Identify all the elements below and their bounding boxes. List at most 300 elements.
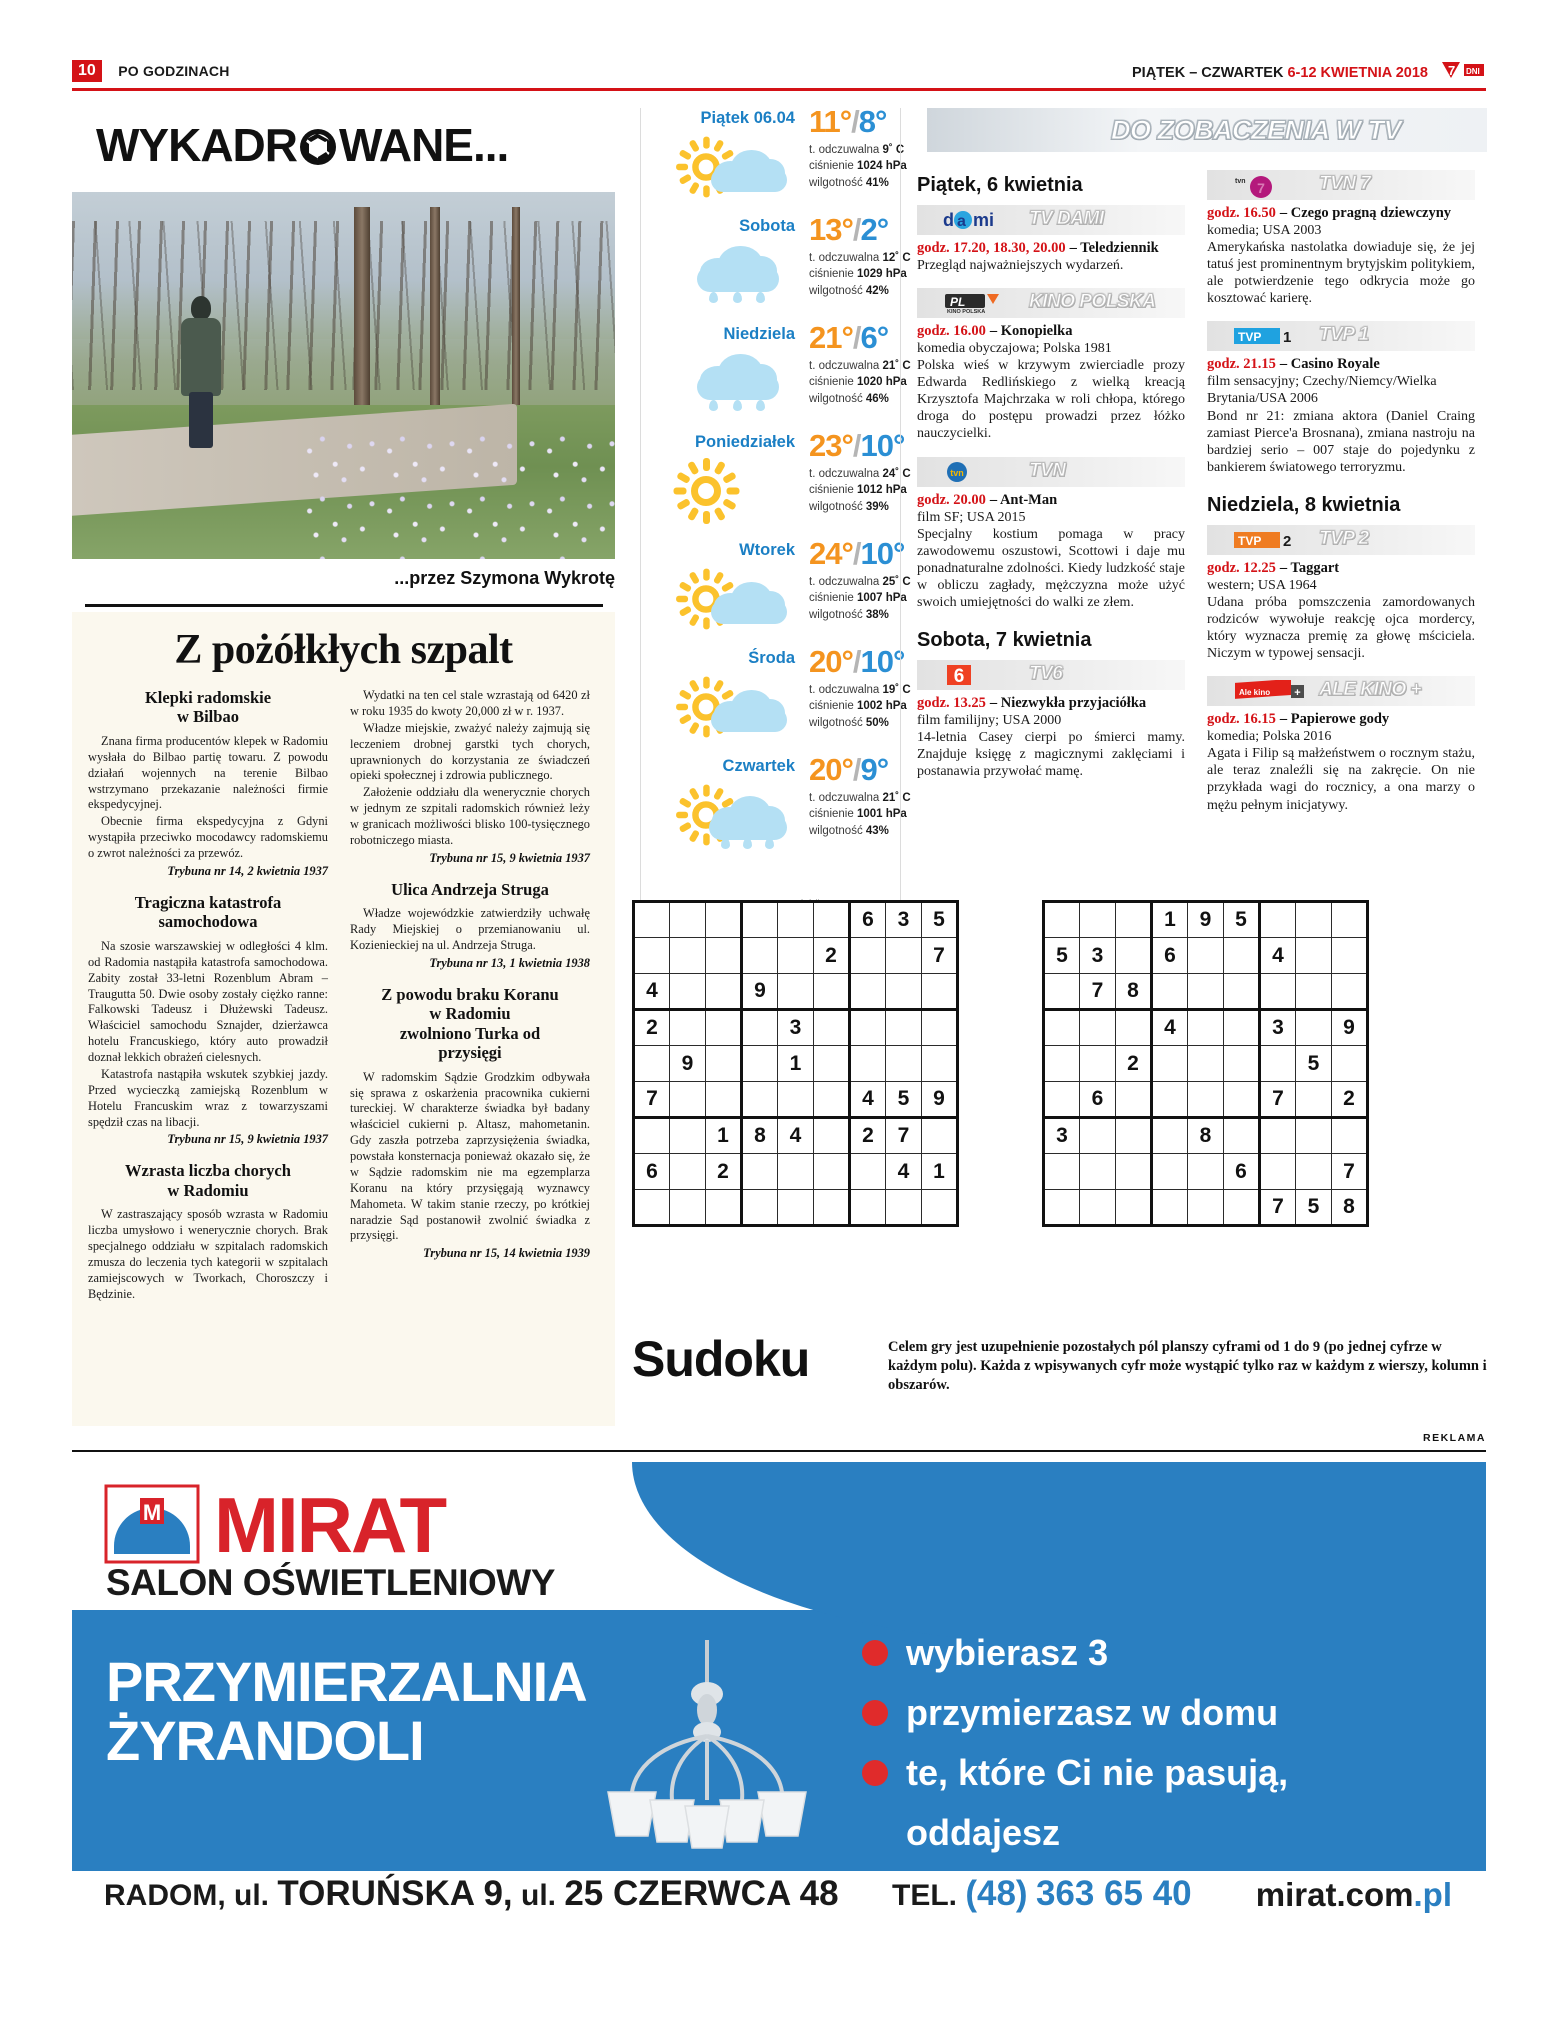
weather-details xyxy=(809,574,911,623)
sudoku-cell[interactable]: 7 xyxy=(922,938,958,974)
sudoku-cell[interactable]: 7 xyxy=(1260,1082,1296,1118)
sudoku-cell[interactable]: 8 xyxy=(1188,1118,1224,1154)
tv-channel-name: TVN xyxy=(1029,459,1066,481)
tv-program-time: godz. 16.15 xyxy=(1207,711,1276,728)
sudoku-cell[interactable] xyxy=(1116,1082,1152,1118)
weather-details xyxy=(809,790,911,839)
sudoku-cell[interactable]: 8 xyxy=(1116,974,1152,1010)
article-heading: Wzrasta liczba chorych w Radomiu xyxy=(125,1161,291,1200)
reklama-rule xyxy=(72,1450,1486,1452)
sudoku-cell[interactable]: 4 xyxy=(634,974,670,1010)
sudoku-cell[interactable] xyxy=(886,974,922,1010)
sudoku-cell[interactable]: 3 xyxy=(1080,938,1116,974)
issue-date xyxy=(1132,61,1486,85)
sudoku-cell[interactable] xyxy=(1080,1118,1116,1154)
sudoku-cell[interactable] xyxy=(1080,1190,1116,1226)
cloud-rain-icon xyxy=(669,238,799,318)
sudoku-cell[interactable] xyxy=(1080,1010,1116,1046)
sudoku-cell[interactable] xyxy=(850,974,886,1010)
sudoku-cell[interactable] xyxy=(922,1010,958,1046)
tv-channel-name: TVP 1 xyxy=(1319,324,1369,346)
weather-temps: 11°/8° xyxy=(809,104,887,139)
ad-address-2: 25 CZERWCA 48 xyxy=(564,1874,839,1913)
weather-low: 10° xyxy=(860,428,905,463)
weather-low: 10° xyxy=(860,536,905,571)
sudoku-cell[interactable] xyxy=(1044,1082,1080,1118)
sudoku-cell[interactable] xyxy=(1296,902,1332,938)
sudoku-cell[interactable] xyxy=(742,1190,778,1226)
tv-day-title: Piątek, 6 kwietnia xyxy=(917,174,1083,196)
sudoku-cell[interactable] xyxy=(742,1046,778,1082)
tv6-logo-icon xyxy=(943,664,979,686)
sudoku-row xyxy=(1044,1010,1368,1046)
tv-program-desc: 14-letnia Casey cierpi po śmierci mamy. Znajduje księgę z magicznymi zaklęciami i postanawia przywołać mamę. xyxy=(917,730,1185,780)
reklama-label: REKLAMA xyxy=(1423,1432,1486,1444)
svg-text:a: a xyxy=(957,213,966,230)
sudoku-cell[interactable]: 5 xyxy=(1296,1046,1332,1082)
sudoku-cell[interactable] xyxy=(922,1118,958,1154)
sudoku-cell[interactable]: 9 xyxy=(922,1082,958,1118)
sudoku-cell[interactable]: 2 xyxy=(706,1154,742,1190)
article-heading: Tragiczna katastrofa samochodowa xyxy=(134,892,282,932)
weather-day xyxy=(651,428,911,540)
weather-pressure: ciśnienie 1024 hPa xyxy=(809,160,907,173)
sudoku-cell[interactable] xyxy=(1296,1010,1332,1046)
sudoku-cell[interactable] xyxy=(850,1010,886,1046)
svg-text:TVP: TVP xyxy=(1238,533,1262,548)
weather-humidity: wilgotność 38% xyxy=(809,608,889,621)
sudoku-cell[interactable]: 3 xyxy=(778,1010,814,1046)
tv-channel-name: TV DAMI xyxy=(1029,208,1104,229)
sudoku-cell[interactable]: 7 xyxy=(1332,1154,1368,1190)
feature-photo xyxy=(72,192,615,559)
sudoku-cell[interactable] xyxy=(634,1190,670,1226)
weather-pressure: ciśnienie 1001 hPa xyxy=(809,808,907,821)
advertisement[interactable] xyxy=(72,1462,1486,1932)
photo-tree-trunk xyxy=(354,207,370,435)
sudoku-cell[interactable] xyxy=(1188,1010,1224,1046)
tvp2-logo-icon xyxy=(1233,529,1299,551)
sun-cloud-icon xyxy=(669,130,799,210)
sudoku-cell[interactable] xyxy=(1152,1046,1188,1082)
weather-day-name: Niedziela xyxy=(723,325,795,343)
bullet-dot-icon xyxy=(862,1640,888,1666)
sudoku-cell[interactable]: 5 xyxy=(1296,1190,1332,1226)
sudoku-cell[interactable] xyxy=(886,938,922,974)
tv-program-desc: Amerykańska nastolatka dowiaduje się, że jej tatuś jest prominentnym brytyjskim politykiem, ale potwierdzenie tego odkrycia może go kosztować karierę. xyxy=(1207,240,1475,307)
sudoku-cell[interactable] xyxy=(1152,1082,1188,1118)
sudoku-cell[interactable] xyxy=(1188,1046,1224,1082)
sudoku-cell[interactable] xyxy=(1116,938,1152,974)
archive-column-1 xyxy=(88,684,328,1304)
sudoku-cell[interactable] xyxy=(1296,1082,1332,1118)
sudoku-cell[interactable] xyxy=(778,1190,814,1226)
sudoku-cell[interactable] xyxy=(1260,1118,1296,1154)
weather-temps: 20°/9° xyxy=(809,752,889,787)
sudoku-cell[interactable]: 1 xyxy=(778,1046,814,1082)
sudoku-cell[interactable] xyxy=(670,1118,706,1154)
tv-program xyxy=(917,491,1185,611)
sudoku-cell[interactable] xyxy=(850,1190,886,1226)
sudoku-cell[interactable]: 2 xyxy=(1116,1046,1152,1082)
tv-program-head xyxy=(917,491,1185,509)
sudoku-cell[interactable] xyxy=(1296,1118,1332,1154)
sudoku-row xyxy=(634,974,958,1010)
sudoku-cell[interactable] xyxy=(1044,1154,1080,1190)
sudoku-cell[interactable] xyxy=(922,974,958,1010)
sudoku-cell[interactable] xyxy=(1224,974,1260,1010)
sudoku-cell[interactable]: 9 xyxy=(670,1046,706,1082)
section-name: PO GODZINACH xyxy=(118,63,230,79)
weather-humidity: wilgotność 39% xyxy=(809,500,889,513)
sudoku-cell[interactable] xyxy=(1224,1190,1260,1226)
sudoku-cell[interactable]: 7 xyxy=(1080,974,1116,1010)
sudoku-cell[interactable]: 2 xyxy=(814,938,850,974)
weather-pressure: ciśnienie 1020 hPa xyxy=(809,376,907,389)
sudoku-cell[interactable] xyxy=(1224,1118,1260,1154)
sudoku-cell[interactable] xyxy=(814,1154,850,1190)
sudoku-cell[interactable]: 9 xyxy=(742,974,778,1010)
sudoku-title: Sudoku xyxy=(632,1331,810,1387)
sudoku-cell[interactable] xyxy=(778,902,814,938)
sudoku-cell[interactable] xyxy=(1116,902,1152,938)
sudoku-cell[interactable] xyxy=(706,902,742,938)
tv-program xyxy=(917,239,1185,274)
sudoku-cell[interactable] xyxy=(1188,1154,1224,1190)
sudoku-cell[interactable] xyxy=(1332,902,1368,938)
sudoku-cell[interactable] xyxy=(1260,974,1296,1010)
svg-text:Ale kino: Ale kino xyxy=(1239,688,1271,698)
svg-text:d: d xyxy=(943,210,954,230)
article-paragraph: Katastrofa nastąpiła wskutek szybkiej jazdy. Przed wycieczką zamiejską Rozenblum w Hotelu Francuskim wraz z towarzyszami spędził czas na libacji. xyxy=(88,1066,328,1129)
tv-program-head xyxy=(1207,204,1475,222)
sun-icon xyxy=(669,454,799,534)
svg-text:2: 2 xyxy=(1283,532,1292,550)
sudoku-cell[interactable]: 5 xyxy=(1044,938,1080,974)
sudoku-cell[interactable] xyxy=(814,1046,850,1082)
sudoku-cell[interactable] xyxy=(742,1082,778,1118)
sudoku-cell[interactable]: 5 xyxy=(922,902,958,938)
sudoku-cell[interactable] xyxy=(1260,902,1296,938)
header-rule xyxy=(72,88,1486,91)
sudoku-cell[interactable] xyxy=(670,938,706,974)
sudoku-cell[interactable] xyxy=(1296,1154,1332,1190)
sudoku-cell[interactable] xyxy=(1116,1190,1152,1226)
sudoku-cell[interactable] xyxy=(814,1082,850,1118)
sun-cloud-icon xyxy=(669,562,799,642)
sudoku-cell[interactable]: 9 xyxy=(1332,1010,1368,1046)
sudoku-cell[interactable] xyxy=(1116,1118,1152,1154)
sudoku-cell[interactable] xyxy=(1332,1046,1368,1082)
weather-temps: 23°/10° xyxy=(809,428,905,463)
sudoku-cell[interactable] xyxy=(1188,1190,1224,1226)
sudoku-cell[interactable] xyxy=(1296,938,1332,974)
sudoku-grid-right[interactable] xyxy=(1042,900,1369,1227)
article-source: Trybuna nr 15, 9 kwietnia 1937 xyxy=(167,1132,328,1147)
sudoku-cell[interactable] xyxy=(778,1082,814,1118)
sudoku-cell[interactable] xyxy=(1332,1118,1368,1154)
tv-program-desc: Specjalny kostium pomaga w pracy zawodowemu oszustowi, Scottowi i daje mu ponadnaturalne zdolności. Kiedy ludzkość staje w obliczu zagłady, mężczyzna może użyć swoich umiejętności do walki ze złem. xyxy=(917,526,1185,610)
weather-day-name: Wtorek xyxy=(739,541,795,559)
sudoku-cell[interactable]: 3 xyxy=(886,902,922,938)
sudoku-cell[interactable] xyxy=(670,902,706,938)
sudoku-cell[interactable] xyxy=(706,1082,742,1118)
aperture-icon xyxy=(298,124,338,164)
article-paragraph: Założenie oddziału dla wenerycznie chorych w jednym ze szpitali radomskich również leży w granicach możliwości blisko 100-tysięcznego robotniczego miasta. xyxy=(350,785,590,847)
svg-text:tvn: tvn xyxy=(950,467,964,478)
sudoku-cell[interactable] xyxy=(1152,1154,1188,1190)
sudoku-cell[interactable] xyxy=(1044,902,1080,938)
sudoku-cell[interactable] xyxy=(850,1154,886,1190)
tv-program-title: – Papierowe gody xyxy=(1279,711,1390,728)
sudoku-cell[interactable]: 7 xyxy=(634,1082,670,1118)
byline-rule xyxy=(85,604,603,607)
sudoku-grid-left[interactable] xyxy=(632,900,959,1227)
ad-bullet-row xyxy=(862,1632,1288,1674)
sudoku-cell[interactable] xyxy=(1224,938,1260,974)
sudoku-row xyxy=(1044,1082,1368,1118)
sudoku-cell[interactable] xyxy=(1152,974,1188,1010)
sudoku-cell[interactable]: 2 xyxy=(850,1118,886,1154)
tv-channel-bar xyxy=(1207,170,1475,200)
tv-channel-bar xyxy=(917,660,1185,690)
sudoku-cell[interactable] xyxy=(1224,1010,1260,1046)
tv-program-title: – Ant-Man xyxy=(989,491,1058,508)
sudoku-cell[interactable] xyxy=(706,1190,742,1226)
article-paragraph: Obecnie firma ekspedycyjna z Gdyni wystąpiła przeciwko mocodawcy radomskiemu o zwrot należności za przewóz. xyxy=(88,814,328,861)
tv-channel-name: KINO POLSKA xyxy=(1029,291,1156,313)
sudoku-cell[interactable] xyxy=(742,1154,778,1190)
sudoku-cell[interactable] xyxy=(706,938,742,974)
sudoku-cell[interactable]: 1 xyxy=(706,1118,742,1154)
sudoku-cell[interactable]: 6 xyxy=(1080,1082,1116,1118)
archive-section xyxy=(72,612,615,1426)
tv-channel-name: TV6 xyxy=(1029,663,1063,685)
sudoku-cell[interactable] xyxy=(778,1154,814,1190)
sudoku-cell[interactable]: 3 xyxy=(1044,1118,1080,1154)
sudoku-row xyxy=(1044,1046,1368,1082)
weather-details xyxy=(809,142,907,191)
sudoku-cell[interactable]: 4 xyxy=(850,1082,886,1118)
ad-address-2-prefix: ul. xyxy=(521,1879,556,1912)
sudoku-cell[interactable]: 2 xyxy=(634,1010,670,1046)
tv-program-desc: Bond nr 21: zmiana aktora (Daniel Craing zamiast Pierce'a Brosnana), zmiana nastroju na bardziej serio – 007 staje do pojedynku z bankierem światowego terroryzmu. xyxy=(1207,408,1475,475)
masthead xyxy=(72,60,1486,88)
sudoku-cell[interactable] xyxy=(778,938,814,974)
svg-text:PL: PL xyxy=(950,295,966,310)
article-paragraph: Władze miejskie, zważyć należy zajmują się leczeniem drobnej garstki tych chorych, uprawnionych do korzystania ze świadczeń opieki społecznej i zdrowia publicznego. xyxy=(350,720,590,783)
svg-text:7: 7 xyxy=(1448,63,1456,78)
tv-day-title: Sobota, 7 kwietnia xyxy=(917,629,1092,652)
tvn7-logo-icon xyxy=(1233,174,1291,196)
sudoku-cell[interactable] xyxy=(1116,1010,1152,1046)
sudoku-cell[interactable] xyxy=(1332,938,1368,974)
tv-program-time: godz. 16.00 xyxy=(917,323,986,340)
weather-day-name: Piątek 06.04 xyxy=(700,109,795,127)
ad-headline-line2: ŻYRANDOLI xyxy=(106,1709,424,1773)
sudoku-cell[interactable] xyxy=(1044,974,1080,1010)
sudoku-area xyxy=(632,900,959,1227)
sudoku-cell[interactable] xyxy=(814,1118,850,1154)
sudoku-cell[interactable]: 4 xyxy=(1152,1010,1188,1046)
ad-tel-area: (48) xyxy=(965,1874,1028,1913)
weather-day xyxy=(651,320,911,432)
ad-headline xyxy=(106,1652,587,1771)
sudoku-cell[interactable] xyxy=(1080,902,1116,938)
sudoku-cell[interactable] xyxy=(742,938,778,974)
svg-text:KINO POLSKA: KINO POLSKA xyxy=(947,309,986,315)
sudoku-cell[interactable] xyxy=(742,1010,778,1046)
tv-banner-text: DO ZOBACZENIA W TV xyxy=(1111,115,1401,145)
sudoku-cell[interactable] xyxy=(1296,974,1332,1010)
sudoku-cell[interactable] xyxy=(634,1118,670,1154)
sudoku-cell[interactable]: 6 xyxy=(634,1154,670,1190)
sudoku-cell[interactable] xyxy=(706,1010,742,1046)
sudoku-cell[interactable] xyxy=(1080,1154,1116,1190)
article-source: Trybuna nr 15, 9 kwietnia 1937 xyxy=(429,850,590,865)
sudoku-cell[interactable]: 8 xyxy=(742,1118,778,1154)
sudoku-cell[interactable] xyxy=(886,1010,922,1046)
sudoku-cell[interactable] xyxy=(706,974,742,1010)
sudoku-cell[interactable] xyxy=(922,1190,958,1226)
tv-column-left xyxy=(917,170,1185,828)
tv-program-head xyxy=(917,239,1185,257)
sudoku-cell[interactable] xyxy=(742,902,778,938)
sudoku-cell[interactable]: 6 xyxy=(850,902,886,938)
sudoku-cell[interactable]: 4 xyxy=(886,1154,922,1190)
weather-humidity: wilgotność 42% xyxy=(809,284,889,297)
sudoku-cell[interactable] xyxy=(886,1190,922,1226)
tv-program-time: godz. 12.25 xyxy=(1207,559,1276,576)
sudoku-cell[interactable] xyxy=(850,938,886,974)
tv-channel-bar xyxy=(1207,321,1475,351)
weather-low: 10° xyxy=(860,644,905,679)
ale-kino-logo-icon xyxy=(1233,680,1309,702)
sudoku-cell[interactable] xyxy=(1044,1010,1080,1046)
sudoku-cell[interactable]: 1 xyxy=(1152,902,1188,938)
feature-title xyxy=(96,118,656,172)
tv-program-title: – Niezwykła przyjaciółka xyxy=(989,695,1147,712)
sudoku-cell[interactable] xyxy=(1188,974,1224,1010)
ad-bullet-row xyxy=(862,1752,1288,1794)
weather-panel xyxy=(640,104,911,913)
sudoku-cell[interactable] xyxy=(1224,1082,1260,1118)
sudoku-cell[interactable]: 9 xyxy=(1188,902,1224,938)
weather-day-name: Środa xyxy=(748,649,795,667)
weather-feels: t. odczuwalna 19˚ C xyxy=(809,684,911,696)
sudoku-cell[interactable] xyxy=(670,1010,706,1046)
sudoku-cell[interactable]: 4 xyxy=(778,1118,814,1154)
sudoku-cell[interactable]: 7 xyxy=(1260,1190,1296,1226)
seven-days-logo-icon xyxy=(1440,60,1486,84)
sudoku-cell[interactable]: 6 xyxy=(1152,938,1188,974)
sudoku-cell[interactable] xyxy=(922,1046,958,1082)
sudoku-cell[interactable] xyxy=(1080,1046,1116,1082)
sudoku-cell[interactable]: 5 xyxy=(886,1082,922,1118)
tv-program-head xyxy=(917,322,1185,340)
tv-channel-name: ALE KINO + xyxy=(1319,679,1422,701)
sudoku-cell[interactable]: 6 xyxy=(1224,1154,1260,1190)
sudoku-cell[interactable] xyxy=(886,1046,922,1082)
sudoku-cell[interactable] xyxy=(778,974,814,1010)
sudoku-cell[interactable] xyxy=(1332,974,1368,1010)
weather-details xyxy=(809,358,911,407)
sudoku-cell[interactable] xyxy=(814,902,850,938)
sudoku-cell[interactable] xyxy=(1152,1118,1188,1154)
sudoku-cell[interactable] xyxy=(814,1010,850,1046)
ad-bullets xyxy=(862,1632,1288,1872)
sudoku-cell[interactable] xyxy=(1044,1046,1080,1082)
sudoku-cell[interactable] xyxy=(1188,1082,1224,1118)
sudoku-cell[interactable] xyxy=(1152,1190,1188,1226)
ad-website[interactable] xyxy=(1256,1876,1452,1914)
tv-program xyxy=(1207,710,1475,813)
sudoku-cell[interactable] xyxy=(706,1046,742,1082)
weather-humidity: wilgotność 46% xyxy=(809,392,889,405)
tv-channel-bar xyxy=(1207,525,1475,555)
tv-banner xyxy=(927,108,1487,152)
sudoku-cell[interactable] xyxy=(814,974,850,1010)
sudoku-cell[interactable] xyxy=(850,1046,886,1082)
sudoku-cell[interactable]: 7 xyxy=(886,1118,922,1154)
svg-text:7: 7 xyxy=(1257,180,1265,196)
cloud-rain-icon xyxy=(669,346,799,426)
date-range: 6-12 KWIETNIA 2018 xyxy=(1287,64,1428,81)
sudoku-cell[interactable] xyxy=(1224,1046,1260,1082)
photo-person xyxy=(175,284,227,454)
sudoku-cell[interactable] xyxy=(1116,1154,1152,1190)
sudoku-cell[interactable] xyxy=(670,1154,706,1190)
sudoku-cell[interactable] xyxy=(634,902,670,938)
sudoku-cell[interactable] xyxy=(634,1046,670,1082)
ad-website-domain: mirat.com xyxy=(1255,1876,1414,1913)
ad-headline-line1: PRZYMIERZALNIA xyxy=(106,1650,587,1713)
sudoku-cell[interactable] xyxy=(670,974,706,1010)
sudoku-cell[interactable] xyxy=(1044,1190,1080,1226)
ad-telephone[interactable] xyxy=(892,1874,1192,1914)
tv-program-title: – Konopielka xyxy=(989,323,1073,340)
sudoku-row xyxy=(634,1010,958,1046)
weather-day xyxy=(651,104,907,216)
article-source: Trybuna nr 15, 14 kwietnia 1939 xyxy=(423,1246,590,1261)
sudoku-cell[interactable] xyxy=(670,1190,706,1226)
weather-day xyxy=(651,536,911,648)
tv-channel-bar xyxy=(917,205,1185,235)
sudoku-cell[interactable] xyxy=(1260,1154,1296,1190)
weather-day-name: Poniedziałek xyxy=(695,433,795,451)
tv-program-genre: film sensacyjny; Czechy/Niemcy/Wielka Brytania/USA 2006 xyxy=(1207,374,1437,407)
article-paragraph: W zastraszający sposób wzrasta w Radomiu liczba umysłowo i wenerycznie chorych. Brak specjalnego oddziału w szpitalach radomskich zmusza do leczenia tych kategorii w szpitalach zamiejscowych w Tworkach, Choroszczy i Będzinie. xyxy=(88,1207,328,1301)
sudoku-cell[interactable] xyxy=(1188,938,1224,974)
photo-tree-trunk xyxy=(430,207,440,435)
sudoku-cell[interactable]: 8 xyxy=(1332,1190,1368,1226)
sudoku-cell[interactable] xyxy=(1260,1046,1296,1082)
sudoku-cell[interactable]: 5 xyxy=(1224,902,1260,938)
tv-program-desc: Agata i Filip są małżeństwem o rocznym stażu, ale teraz znaleźli się na zakręcie. On nie przykłada wagi do rocznicy, a ona marzy o mężu pełnym inicjatywy. xyxy=(1207,746,1475,813)
tvn-logo-icon xyxy=(943,461,973,483)
sudoku-cell[interactable]: 3 xyxy=(1260,1010,1296,1046)
sudoku-cell[interactable]: 1 xyxy=(922,1154,958,1190)
sudoku-cell[interactable] xyxy=(670,1082,706,1118)
mirat-logo-icon xyxy=(104,1484,200,1564)
sudoku-row xyxy=(634,1082,958,1118)
sudoku-cell[interactable] xyxy=(814,1190,850,1226)
sudoku-cell[interactable]: 4 xyxy=(1260,938,1296,974)
tv-program-genre: film familijny; USA 2000 xyxy=(917,713,1062,729)
photo-byline: ...przez Szymona Wykrotę xyxy=(394,568,615,588)
sudoku-cell[interactable]: 2 xyxy=(1332,1082,1368,1118)
sudoku-cell[interactable] xyxy=(634,938,670,974)
